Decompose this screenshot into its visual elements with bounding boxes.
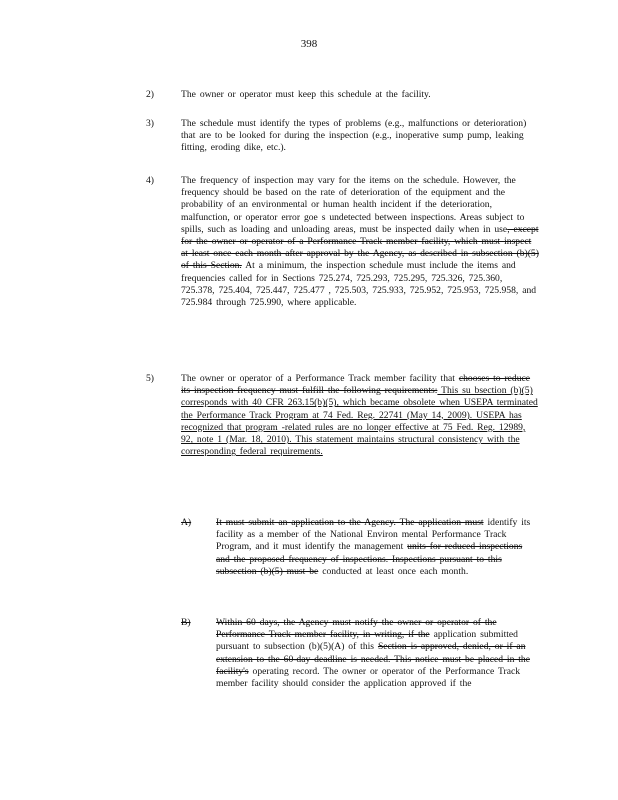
item-4-paragraph [181, 175, 539, 309]
subitem-a-text-2: conducted at least once each month. [318, 565, 469, 577]
item-3-number: 3) [146, 118, 154, 129]
item-5-number: 5) [146, 373, 154, 384]
subitem-a-paragraph [216, 517, 538, 578]
item-5-text-part-1: The owner or operator of a Performance Track member facility that [181, 373, 459, 384]
item-2-text: The owner or operator must keep this schedule at the facility. [181, 89, 431, 100]
item-5-paragraph [181, 373, 539, 458]
page-number: 398 [300, 38, 318, 50]
item-5-struck-text: chooses to reduce its inspection frequency must fulfill the following requirements: [181, 373, 531, 397]
subitem-a-struck-text-1: It must submit an application to the Agency. The application must [216, 517, 484, 528]
subitem-b-text-2: operating record. The owner or operator of the Performance Track member facility should consider the application approved if the [216, 665, 521, 690]
item-4-number: 4) [146, 175, 154, 186]
item-4-struck-text: , except for the owner or operator of a Performance Track member facility, which must inspect at least once each month after approval by the Agency, as described in subsection (b)(5) of this Section. [181, 223, 539, 272]
subitem-b-label: B) [181, 617, 191, 628]
subitem-b-struck-text-2: Section is approved, denied, or if an extension to the 60-day deadline is needed. This notice must be placed in the facility's [216, 641, 530, 677]
subitem-b-paragraph [216, 617, 538, 690]
item-3-text: The schedule must identify the types of problems (e.g., malfunctions or deterioration) that are to be looked for during the inspection (e.g., inoperative sump pump, leaking fitting, eroding dike, etc.). [181, 118, 527, 154]
subitem-b-struck-text-1: Within 60 days, the Agency must notify the owner or operator of the Performance Track member facility, in writing, if the [216, 617, 497, 641]
item-2-number: 2) [146, 89, 154, 100]
item-4-text-part-1: The frequency of inspection may vary for the items on the schedule. However, the frequency should be based on the rate of deterioration of the equipment and the probability of an environmental or human health incident if the deterioration, malfunction, or operator error goe s undetected between inspections. Areas subject to spills, such as loading and unloading areas, must be inspected daily when in use [181, 175, 525, 235]
subitem-a-text-1: identify its facility as a member of the National Environ mental Performance Track Program, and it must identify the management [216, 517, 531, 553]
item-5-underlined-text: This su bsection (b)(5) corresponds with 40 CFR 263.15(b)(5), which became obsolete when USEPA terminated the Performance Track Program at 74 Fed. Reg. 22741 (May 14, 2009). USEPA has recognized that program -related rules are no longer effective at 75 Fed. Reg. 12989, 92, note 1 (Mar. 18, 2010). This statement maintains structural consistency with the corresponding federal requirements. [181, 385, 538, 458]
subitem-a-struck-text-2: units for reduced inspections and the proposed frequency of inspections. Inspections pursuant to this subsection (b)(5) must be [216, 541, 523, 577]
subitem-a-label: A) [181, 517, 192, 528]
subitem-b-text-1: application submitted pursuant to subsection (b)(5)(A) of this [216, 629, 518, 653]
item-4-text-part-2: At a minimum, the inspection schedule must include the items and frequencies called for in Sections 725.274, 725.293, 725.295, 725.326, 725.360, 725.378, 725.404, 725.447, 725.477 , 725.503, 725.933, 725.952, 725.953, 725.958, and 725.984 through 725.990, where applicable. [181, 260, 537, 309]
